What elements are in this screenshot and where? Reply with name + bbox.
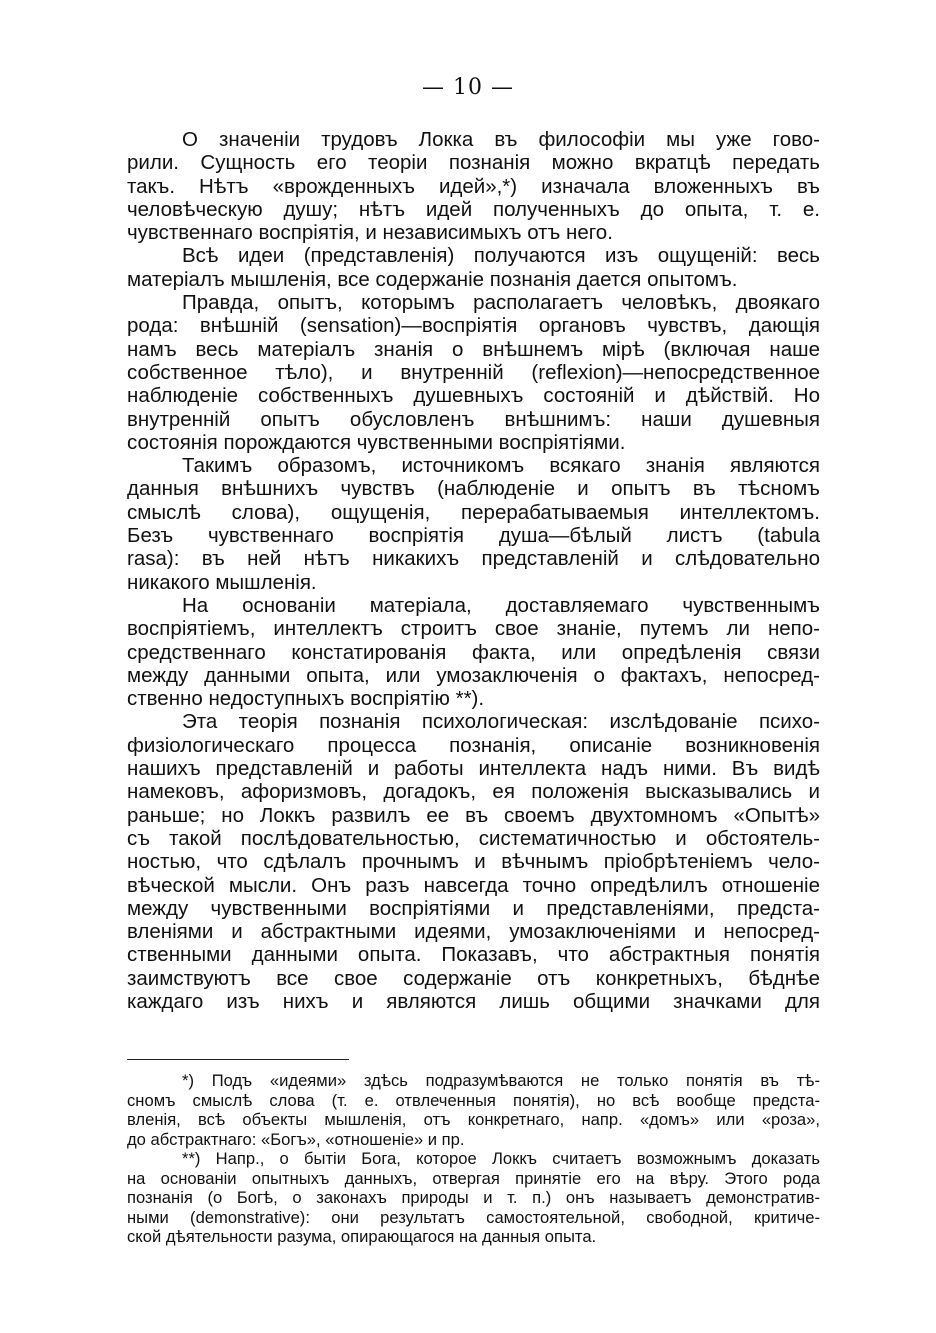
text-line: физіологическаго процесса познанія, описаніе возникновенія [127, 733, 820, 757]
text-line: вѣческой мысли. Онъ разъ навсегда точно опредѣлилъ отношеніе [127, 873, 820, 897]
text-line: наблюденіе собственныхъ душевныхъ состояній и дѣйствій. Но [127, 384, 820, 408]
footnote-line: ными (demonstrative): они результатъ самостоятельной, свободной, критиче- [127, 1207, 820, 1227]
text-line: Всѣ идеи (представленія) получаются изъ ощущеній: весь [182, 244, 820, 268]
text-line: ностью, что сдѣлалъ прочнымъ и вѣчнымъ пріобрѣтеніемъ чело- [127, 850, 820, 874]
text-line: ственными данными опыта. Показавъ, что абстрактныя понятія [127, 943, 820, 967]
text-line: внутренній опытъ обусловленъ внѣшнимъ: наши душевныя [127, 407, 820, 431]
text-line: такъ. Нѣтъ «врожденныхъ идей»,*) изначала вложенныхъ въ [127, 174, 820, 198]
text-line: нашихъ представленій и работы интеллекта надъ ними. Въ видѣ [127, 757, 820, 781]
text-line: каждаго изъ нихъ и являются лишь общими значками для [127, 989, 820, 1013]
text-line: рода: внѣшній (sensation)—воспріятія органовъ чувствъ, дающія [127, 314, 820, 338]
footnote-divider [127, 1059, 349, 1060]
footnote-line: **) Напр., о бытіи Бога, которое Локкъ считаетъ возможнымъ доказать [182, 1149, 820, 1168]
text-line: собственное тѣло), и внутренній (reflexion)—непосредственное [127, 360, 820, 384]
text-line: О значеніи трудовъ Локка въ философіи мы уже гово- [182, 128, 820, 151]
footnote-line: *) Подъ «идеями» здѣсь подразумѣваются не только понятія въ тѣ- [182, 1071, 820, 1090]
text-line: человѣческую душу; нѣтъ идей полученныхъ до опыта, т. е. [127, 197, 820, 221]
text-line: намековъ, афоризмовъ, догадокъ, ея положенія высказывались и [127, 780, 820, 804]
text-line: рили. Сущность его теоріи познанія можно вкратцѣ передать [127, 151, 820, 175]
text-line: намъ весь матеріалъ знанія о внѣшнемъ мірѣ (включая наше [127, 337, 820, 361]
text-line: Правда, опытъ, которымъ располагаетъ человѣкъ, двоякаго [182, 291, 820, 315]
text-line: rasa): въ ней нѣтъ никакихъ представленій и слѣдовательно [127, 547, 820, 571]
text-line: На основаніи матеріала, доставляемаго чувственнымъ [182, 593, 820, 617]
text-line: состоянія порождаются чувственными воспріятіями. [127, 430, 626, 454]
text-line: съ такой послѣдовательностью, систематичностью и обстоятель- [127, 826, 820, 850]
footnote-line: вленія, всѣ объекты мышленія, отъ конкретнаго, напр. «домъ» или «роза», [127, 1110, 820, 1129]
text-line: чувственнаго воспріятія, и независимыхъ отъ него. [127, 221, 613, 245]
text-line: никакого мышленія. [127, 570, 317, 594]
main-text [127, 128, 820, 1013]
text-line: матеріалъ мышленія, все содержаніе познанія дается опытомъ. [127, 267, 738, 291]
footnote-line: сномъ смыслѣ слова (т. е. отвлеченныя понятія), но всѣ вообще предста- [127, 1090, 820, 1110]
text-line: Эта теорія познанія психологическая: изслѣдованіе психо- [182, 710, 820, 734]
text-line: данныя внѣшнихъ чувствъ (наблюденіе и опытъ въ тѣсномъ [127, 477, 820, 501]
footnote-line: ской дѣятельности разума, опирающагося на данныя опыта. [127, 1227, 597, 1246]
text-line: воспріятіемъ, интеллектъ строитъ свое знаніе, путемъ ли непо- [127, 617, 820, 641]
footnote-line: на основаніи опытныхъ данныхъ, отвергая принятіе его на вѣру. Этого рода [127, 1168, 820, 1188]
page-number: — 10 — [422, 75, 514, 100]
text-line: средственнаго констатированія факта, или опредѣленія связи [127, 640, 820, 664]
text-line: между данными опыта, или умозаключенія о фактахъ, непосред- [127, 663, 820, 687]
text-line: вленіями и абстрактными идеями, умозаключеніями и непосред- [127, 920, 820, 944]
footnote-line: до абстрактнаго: «Богъ», «отношеніе» и пр. [127, 1129, 465, 1149]
text-line: Такимъ образомъ, источникомъ всякаго знанія являются [182, 454, 820, 478]
footnote-line: познанія (о Богѣ, о законахъ природы и т. п.) онъ называетъ демонстратив- [127, 1188, 820, 1207]
text-line: смыслѣ слова), ощущенія, перерабатываемыя интеллектомъ. [127, 500, 820, 524]
text-line: Безъ чувственнаго воспріятія душа—бѣлый листъ (tabula [127, 524, 820, 548]
text-line: ственно недоступныхъ воспріятію **). [127, 687, 485, 711]
text-line: раньше; но Локкъ развилъ ее въ своемъ двухтомномъ «Опытѣ» [127, 803, 820, 827]
text-line: заимствуютъ все свое содержаніе отъ конкретныхъ, бѣднѣе [127, 966, 820, 990]
footnotes [127, 1071, 820, 1247]
text-line: между чувственными воспріятіями и представленіями, предста- [127, 896, 820, 920]
